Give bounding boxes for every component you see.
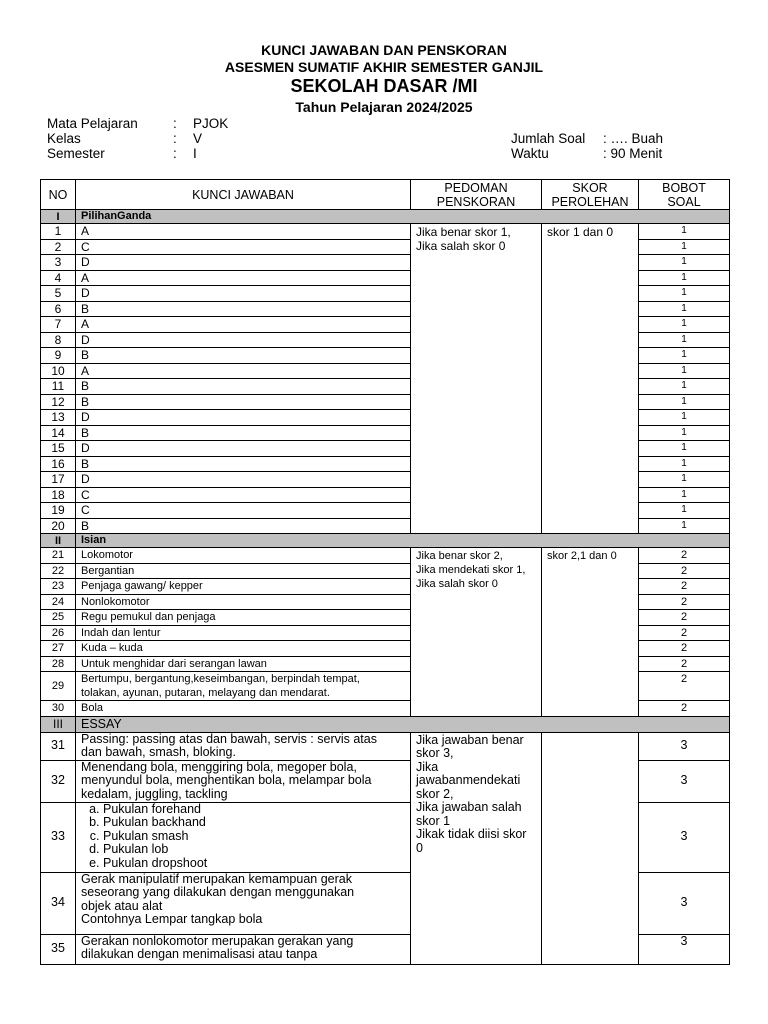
bobot-cell: 1 bbox=[639, 348, 730, 364]
question-number: 31 bbox=[41, 732, 76, 760]
score-obtained: skor 2,1 dan 0 bbox=[542, 548, 639, 717]
answer-cell: Bergantian bbox=[76, 563, 411, 579]
answer-cell: D bbox=[76, 410, 411, 426]
scoring-guide: Jika benar skor 2, Jika mendekati skor 1, Jika salah skor 0 bbox=[411, 548, 542, 717]
header-bobot-soal: BOBOT SOAL bbox=[639, 180, 730, 210]
answer-cell: B bbox=[76, 518, 411, 534]
section-header-row bbox=[41, 210, 730, 224]
answer-cell: Kuda – kuda bbox=[76, 641, 411, 657]
question-number: 7 bbox=[41, 317, 76, 333]
jumlah-soal-label: Jumlah Soal bbox=[511, 131, 586, 146]
bobot-cell: 2 bbox=[639, 548, 730, 564]
answer-list-item: c. Pukulan smash bbox=[103, 830, 405, 844]
doc-title: KUNCI JAWABAN DAN PENSKORAN bbox=[261, 42, 507, 58]
answer-list-item: a. Pukulan forehand bbox=[103, 803, 405, 817]
bobot-cell: 1 bbox=[639, 224, 730, 240]
answer-cell: B bbox=[76, 394, 411, 410]
question-number: 21 bbox=[41, 548, 76, 564]
question-number: 14 bbox=[41, 425, 76, 441]
answer-cell: D bbox=[76, 332, 411, 348]
answer-cell: Penjaga gawang/ kepper bbox=[76, 579, 411, 595]
answer-cell: Menendang bola, menggiring bola, megoper bola, menyundul bola, menghentikan bola, melampar bola kedalam, juggling, tackling bbox=[76, 760, 411, 802]
question-number: 24 bbox=[41, 594, 76, 610]
bobot-cell: 1 bbox=[639, 518, 730, 534]
answer-list-item: e. Pukulan dropshoot bbox=[103, 857, 405, 871]
bobot-cell: 1 bbox=[639, 441, 730, 457]
question-number: 9 bbox=[41, 348, 76, 364]
header-no: NO bbox=[41, 180, 76, 210]
bobot-cell: 1 bbox=[639, 456, 730, 472]
answer-cell: Gerakan nonlokomotor merupakan gerakan yang dilakukan dengan menimalisasi atau tanpa bbox=[76, 934, 411, 964]
semester-label: Semester bbox=[47, 146, 105, 161]
question-number: 17 bbox=[41, 472, 76, 488]
mapel-value: PJOK bbox=[193, 116, 229, 131]
answer-cell: A bbox=[76, 317, 411, 333]
question-number: 12 bbox=[41, 394, 76, 410]
question-number: 26 bbox=[41, 625, 76, 641]
bobot-cell: 1 bbox=[639, 301, 730, 317]
question-number: 13 bbox=[41, 410, 76, 426]
waktu-value: : 90 Menit bbox=[603, 146, 663, 161]
question-number: 32 bbox=[41, 760, 76, 802]
bobot-cell: 1 bbox=[639, 317, 730, 333]
question-number: 30 bbox=[41, 701, 76, 717]
score-obtained bbox=[542, 732, 639, 964]
mapel-label: Mata Pelajaran bbox=[47, 116, 138, 131]
bobot-cell: 1 bbox=[639, 410, 730, 426]
bobot-cell: 1 bbox=[639, 379, 730, 395]
bobot-cell: 2 bbox=[639, 579, 730, 595]
bobot-cell: 2 bbox=[639, 563, 730, 579]
answer-cell: Passing: passing atas dan bawah, servis : servis atas dan bawah, smash, bloking. bbox=[76, 732, 411, 760]
question-number: 16 bbox=[41, 456, 76, 472]
question-number: 22 bbox=[41, 563, 76, 579]
bobot-cell: 2 bbox=[639, 656, 730, 672]
question-number: 6 bbox=[41, 301, 76, 317]
bobot-cell: 3 bbox=[639, 760, 730, 802]
answer-cell: Lokomotor bbox=[76, 548, 411, 564]
answer-list-item: d. Pukulan lob bbox=[103, 843, 405, 857]
answer-cell: B bbox=[76, 348, 411, 364]
bobot-cell: 1 bbox=[639, 239, 730, 255]
table-row bbox=[41, 548, 730, 564]
section-number: III bbox=[41, 716, 76, 732]
bobot-cell: 2 bbox=[639, 594, 730, 610]
question-number: 34 bbox=[41, 872, 76, 934]
bobot-cell: 1 bbox=[639, 487, 730, 503]
answer-cell: B bbox=[76, 379, 411, 395]
answer-cell: B bbox=[76, 301, 411, 317]
section-title: PilihanGanda bbox=[76, 210, 730, 224]
scoring-guide: Jika benar skor 1, Jika salah skor 0 bbox=[411, 224, 542, 534]
question-number: 5 bbox=[41, 286, 76, 302]
question-number: 1 bbox=[41, 224, 76, 240]
section-header-row bbox=[41, 534, 730, 548]
question-number: 29 bbox=[41, 672, 76, 701]
question-number: 28 bbox=[41, 656, 76, 672]
table-row bbox=[41, 732, 730, 760]
kelas-value: V bbox=[193, 131, 203, 146]
answer-cell: Bertumpu, bergantung,keseimbangan, berpindah tempat, tolakan, ayunan, putaran, melayang dan mendarat. bbox=[76, 672, 411, 701]
question-number: 35 bbox=[41, 934, 76, 964]
bobot-cell: 1 bbox=[639, 394, 730, 410]
answer-cell: D bbox=[76, 286, 411, 302]
section-title: ESSAY bbox=[76, 716, 730, 732]
answer-cell: C bbox=[76, 487, 411, 503]
question-number: 2 bbox=[41, 239, 76, 255]
answer-cell: A bbox=[76, 224, 411, 240]
question-number: 4 bbox=[41, 270, 76, 286]
section-header-row bbox=[41, 716, 730, 732]
question-number: 8 bbox=[41, 332, 76, 348]
bobot-cell: 2 bbox=[639, 701, 730, 717]
academic-year: Tahun Pelajaran 2024/2025 bbox=[295, 99, 473, 115]
answer-cell: Regu pemukul dan penjaga bbox=[76, 610, 411, 626]
answer-cell: Gerak manipulatif merupakan kemampuan gerak seseorang yang dilakukan dengan menggunakan objek atau alat Contohnya Lempar tangkap bola bbox=[76, 872, 411, 934]
bobot-cell: 1 bbox=[639, 363, 730, 379]
bobot-cell: 1 bbox=[639, 332, 730, 348]
question-number: 3 bbox=[41, 255, 76, 271]
bobot-cell: 1 bbox=[639, 255, 730, 271]
answer-cell: C bbox=[76, 239, 411, 255]
header-skor-perolehan: SKOR PEROLEHAN bbox=[542, 180, 639, 210]
answer-cell: C bbox=[76, 503, 411, 519]
score-obtained: skor 1 dan 0 bbox=[542, 224, 639, 534]
bobot-cell: 2 bbox=[639, 610, 730, 626]
doc-subtitle: ASESMEN SUMATIF AKHIR SEMESTER GANJIL bbox=[224, 59, 544, 75]
section-number: II bbox=[41, 534, 76, 548]
kelas-label: Kelas bbox=[47, 131, 81, 146]
kelas-colon: : bbox=[173, 131, 177, 146]
jumlah-soal-value: : …. Buah bbox=[603, 131, 664, 146]
semester-colon: : bbox=[173, 146, 177, 161]
school-level: SEKOLAH DASAR /MI bbox=[290, 76, 478, 96]
answer-list bbox=[81, 803, 405, 871]
answer-key-table bbox=[40, 179, 730, 965]
answer-cell: Untuk menghidar dari serangan lawan bbox=[76, 656, 411, 672]
header-pedoman-penskoran: PEDOMAN PENSKORAN bbox=[411, 180, 542, 210]
answer-cell: A bbox=[76, 363, 411, 379]
question-number: 19 bbox=[41, 503, 76, 519]
bobot-cell: 2 bbox=[639, 625, 730, 641]
answer-cell: D bbox=[76, 441, 411, 457]
bobot-cell: 2 bbox=[639, 641, 730, 657]
semester-value: I bbox=[193, 146, 197, 161]
question-number: 25 bbox=[41, 610, 76, 626]
answer-cell: B bbox=[76, 425, 411, 441]
question-number: 33 bbox=[41, 802, 76, 872]
bobot-cell: 1 bbox=[639, 503, 730, 519]
question-number: 23 bbox=[41, 579, 76, 595]
mapel-colon: : bbox=[173, 116, 177, 131]
bobot-cell: 3 bbox=[639, 732, 730, 760]
bobot-cell: 1 bbox=[639, 286, 730, 302]
bobot-cell: 1 bbox=[639, 472, 730, 488]
answer-cell: A bbox=[76, 270, 411, 286]
table-row bbox=[41, 224, 730, 240]
bobot-cell: 1 bbox=[639, 270, 730, 286]
question-number: 11 bbox=[41, 379, 76, 395]
bobot-cell: 2 bbox=[639, 672, 730, 701]
question-number: 20 bbox=[41, 518, 76, 534]
question-number: 27 bbox=[41, 641, 76, 657]
bobot-cell: 3 bbox=[639, 802, 730, 872]
scoring-guide: Jika jawaban benar skor 3, Jika jawabanmendekati skor 2, Jika jawaban salah skor 1 Jikak tidak diisi skor 0 bbox=[411, 732, 542, 964]
answer-list-item: b. Pukulan backhand bbox=[103, 816, 405, 830]
bobot-cell: 3 bbox=[639, 872, 730, 934]
question-number: 18 bbox=[41, 487, 76, 503]
bobot-cell: 3 bbox=[639, 934, 730, 964]
answer-cell: D bbox=[76, 472, 411, 488]
answer-cell: B bbox=[76, 456, 411, 472]
bobot-cell: 1 bbox=[639, 425, 730, 441]
header-kunci-jawaban: KUNCI JAWABAN bbox=[76, 180, 411, 210]
waktu-label: Waktu bbox=[511, 146, 549, 161]
section-number: I bbox=[41, 210, 76, 224]
answer-cell: Bola bbox=[76, 701, 411, 717]
answer-cell: Indah dan lentur bbox=[76, 625, 411, 641]
question-number: 15 bbox=[41, 441, 76, 457]
answer-cell bbox=[76, 802, 411, 872]
section-title: Isian bbox=[76, 534, 730, 548]
answer-cell: D bbox=[76, 255, 411, 271]
answer-cell: Nonlokomotor bbox=[76, 594, 411, 610]
question-number: 10 bbox=[41, 363, 76, 379]
